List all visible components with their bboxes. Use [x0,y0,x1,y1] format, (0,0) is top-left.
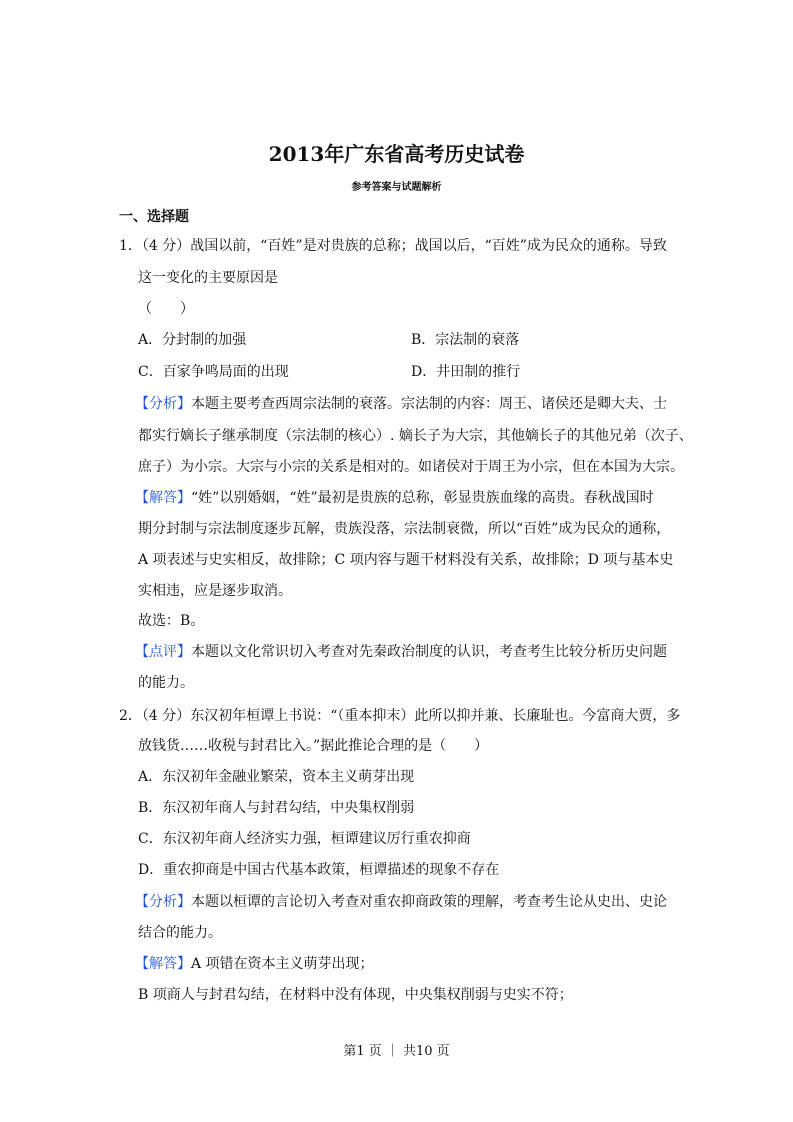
q2-option-b: B．东汉初年商人与封君勾结，中央集权削弱 [138,800,415,816]
q1-stem-line: 1．（4 分）战国以前，“百姓”是对贵族的总称；战国以后，“百姓”成为民众的通称。导致 [119,238,667,254]
q2-answer [135,955,374,973]
q2-option-c: C．东汉初年商人经济实力强，桓谭建议厉行重农抑商 [138,831,471,847]
answer-tag: 【解答】 [135,956,191,972]
q1-analysis-line: 都实行嫡长子继承制度（宗法制的核心）. 嫡长子为大宗，其他嫡长子的其他兄弟（次子、 [138,428,693,444]
page-footer: 第1 页 ｜ 共10 页 [343,1044,450,1059]
q1-stem-line: （ ） [138,301,194,317]
q1-analysis-line: 庶子）为小宗。大宗与小宗的关系是相对的。如诸侯对于周王为小宗，但在本国为大宗。 [138,459,684,475]
q1-answer-line: 期分封制与宗法制度逐步瓦解，贵族没落，宗法制衰微，所以“百姓”成为民众的通称， [138,521,671,537]
q2-answer-line: B 项商人与封君勾结，在材料中没有体现，中央集权削弱与史实不符； [138,987,573,1003]
q1-comment-line: 的能力。 [138,675,194,691]
q1-answer [135,489,654,507]
analysis-tag: 【分析】 [135,894,191,910]
comment-text: 本题以文化常识切入考查对先秦政治制度的认识，考查考生比较分析历史问题 [191,644,667,660]
q1-analysis [135,395,667,413]
analysis-text: 本题主要考查西周宗法制的衰落。宗法制的内容：周王、诸侯还是卿大夫、士 [191,396,667,412]
page-subtitle: 参考答案与试题解析 [351,182,442,193]
analysis-tag: 【分析】 [135,396,191,412]
q1-answer-line: A 项表述与史实相反，故排除；C 项内容与题干材料没有关系，故排除；D 项与基本史 [138,552,674,568]
answer-tag: 【解答】 [135,490,191,506]
q1-option-d: D．井田制的推行 [411,364,521,380]
q2-option-a: A．东汉初年金融业繁荣，资本主义萌芽出现 [138,769,415,785]
q2-stem-line: 放钱货……收税与封君比入。”据此推论合理的是（ ） [138,738,489,754]
q2-option-d: D．重农抑商是中国古代基本政策，桓谭描述的现象不存在 [138,862,500,878]
answer-text: “姓”以别婚姻，“姓”最初是贵族的总称，彰显贵族血缘的高贵。春秋战国时 [191,490,654,506]
q1-option-b: B．宗法制的衰落 [411,332,520,348]
q1-stem-line: 这一变化的主要原因是 [138,270,278,286]
q1-answer-line: 实相违，应是逐步取消。 [138,583,292,599]
q2-analysis-line: 结合的能力。 [138,925,222,941]
q1-option-a: A．分封制的加强 [138,332,247,348]
section-heading: 一、选择题 [119,209,189,225]
q1-choice: 故选：B。 [138,613,205,629]
page-title: 2013年广东省高考历史试卷 [268,142,525,166]
q1-comment [135,643,667,661]
answer-text: A 项错在资本主义萌芽出现； [191,956,374,972]
comment-tag: 【点评】 [135,644,191,660]
analysis-text: 本题以桓谭的言论切入考查对重农抑商政策的理解，考查考生论从史出、史论 [191,894,667,910]
q2-stem-line: 2．（4 分）东汉初年桓谭上书说：“（重本抑末）此所以抑并兼、长廉耻也。今富商大贾，多 [119,708,681,724]
q1-option-c: C．百家争鸣局面的出现 [138,364,289,380]
q2-analysis [135,893,667,911]
